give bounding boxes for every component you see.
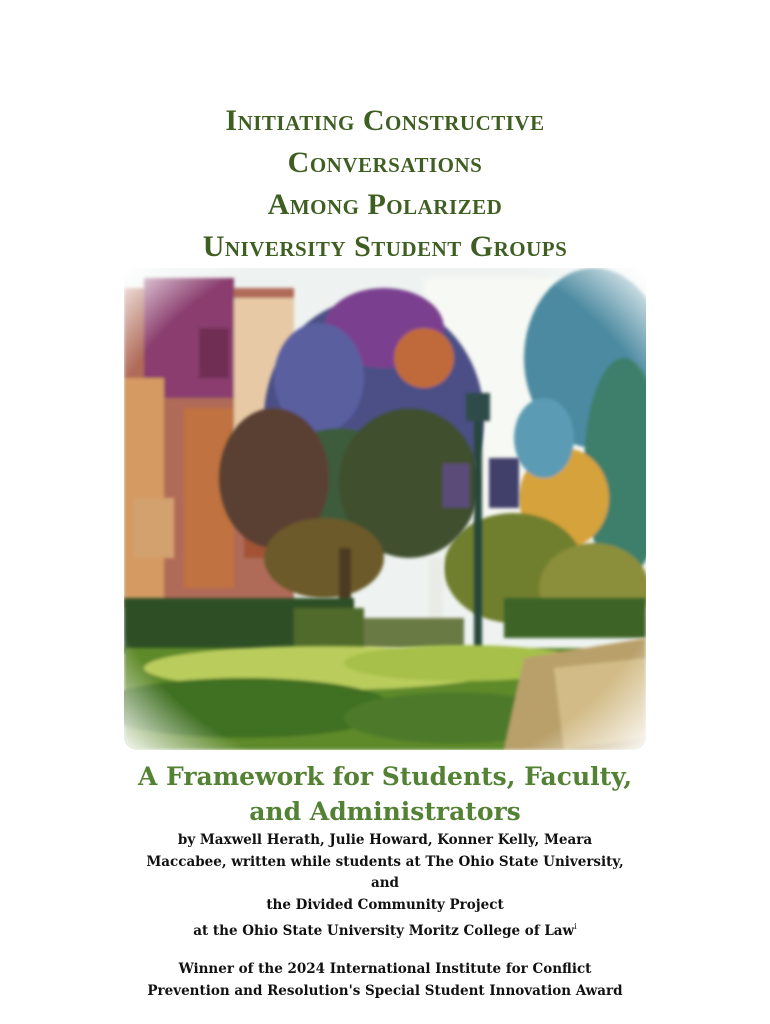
campus-scene-image (124, 268, 646, 750)
subtitle-line-1: A Framework for Students, Faculty, (137, 762, 633, 791)
subtitle (0, 759, 770, 829)
byline-line-1: by Maxwell Herath, Julie Howard, Konner Kelly, Meara (177, 832, 593, 848)
byline-line-5 (0, 916, 770, 943)
footnote-marker[interactable]: i (574, 922, 577, 931)
title-line-1: Initiating Constructive (225, 104, 545, 137)
title-line-4: University Student Groups (202, 230, 568, 263)
award-line-2: Prevention and Resolution's Special Student Innovation Award (147, 983, 623, 999)
title-line-2: Conversations (287, 146, 483, 179)
subtitle-line-2: and Administrators (249, 797, 521, 826)
authors-byline (0, 830, 770, 943)
byline-line-3: and (370, 875, 399, 891)
document-title (0, 100, 770, 268)
award-statement (0, 958, 770, 1002)
byline-line-4: the Divided Community Project (266, 896, 504, 913)
title-line-3: Among Polarized (267, 188, 503, 221)
award-line-1: Winner of the 2024 International Institute for Conflict (178, 961, 592, 977)
byline-line-2: Maccabee, written while students at The Ohio State University, (146, 853, 624, 870)
byline-line-5-text: at the Ohio State University Moritz College of Law (193, 923, 575, 939)
